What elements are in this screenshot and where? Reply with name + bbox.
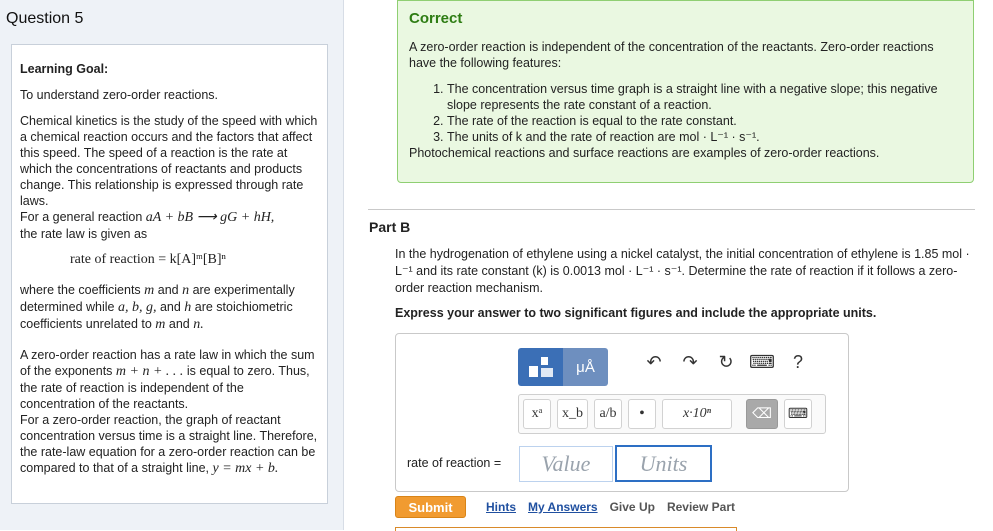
correct-title: Correct [409,10,463,27]
learning-goal-box [11,44,328,504]
feature-item: 1. The concentration versus time graph is a straight line with a negative slope; this negative slope represents the rate constant of a reaction. [447,81,962,113]
correct-text: A zero-order reaction is independent of the concentration of the reactants. Zero-order reactions have the following features: [409,40,934,70]
correct-feedback-box [397,0,974,183]
zero-text-3: For a zero-order reaction, the graph of reactant concentration versus time is a straight line. Therefore, the rate-law equation for a zero-order reaction can be compared to that of a straight line, [20,413,318,475]
scientific-notation-button[interactable]: x·10ⁿ [662,399,732,429]
and-1: and [154,283,183,297]
template-toolbar [518,348,608,386]
var-abg: a, b, g, [117,300,157,315]
review-part-link[interactable]: Review Part [666,500,735,514]
delete-icon[interactable]: ⌫ [746,399,778,429]
coefficients-text [20,282,320,333]
coeff-text-3: are stoichiometric coefficients unrelated to [20,300,293,331]
coeff-text-1: where the coefficients [20,283,145,297]
correct-footer: Photochemical reactions and surface reactions are examples of zero-order reactions. [409,146,880,160]
part-b-title: Part B [369,219,411,235]
value-input[interactable]: Value [519,446,613,482]
zero-order-graph-text [20,412,320,477]
line-equation: y = mx + b. [212,461,279,476]
action-toolbar [636,352,816,373]
template-button[interactable] [518,348,563,386]
subscript-button[interactable]: x_b [557,399,588,429]
units-button[interactable]: μÅ [563,348,608,386]
template-icon [528,356,554,378]
feature-item: 2. The rate of the reaction is equal to the rate constant. [447,113,962,129]
divider [368,209,975,210]
redo-icon[interactable]: ↷ [682,352,698,372]
submit-button[interactable]: Submit [395,496,466,518]
answer-box [395,333,849,492]
var-h: h [184,300,192,315]
general-suffix: the rate law is given as [20,227,148,241]
and-3: and [165,317,194,331]
reset-icon[interactable]: ↻ [718,352,734,372]
var-n2: n. [193,317,204,332]
give-up-link[interactable]: Give Up [609,500,655,514]
units-input[interactable]: Units [615,445,712,482]
part-b-instruction: Express your answer to two significant figures and include the appropriate units. [395,306,877,320]
zero-text-2: is equal to zero. Thus, the rate of reaction is independent of the concentration of the reactants. [20,364,310,411]
general-reaction [20,209,320,242]
action-links [486,500,735,514]
sum-expression: m + n + . . . [115,364,184,379]
help-icon[interactable]: ? [792,352,803,372]
learning-goal-title: Learning Goal: [20,62,109,76]
feature-item: 3. The units of k and the rate of reaction are mol · L⁻¹ · s⁻¹. [447,129,962,145]
left-panel [0,0,344,530]
hints-link[interactable]: Hints [486,500,516,514]
rate-law-formula: rate of reaction = k[A]ᵐ[B]ⁿ [70,252,226,267]
general-equation: aA + bB ⟶ gG + hH, [145,210,275,225]
var-m: m [144,283,155,298]
var-m2: m [155,317,166,332]
keyboard-icon[interactable]: ⌨ [749,352,775,372]
features-list [409,81,962,145]
var-n: n [182,283,190,298]
general-prefix: For a general reaction [20,210,146,224]
my-answers-link[interactable]: My Answers [528,500,598,514]
part-b-question: In the hydrogenation of ethylene using a nickel catalyst, the initial concentration of ethylene is 1.85 mol · L⁻¹ and its rate constant (k) is 0.0013 mol · L⁻¹ · s⁻¹. Determine the rate of reaction if it follows a zero-order reaction mechanism. [395,247,970,295]
keyboard-toggle-icon[interactable]: ⌨ [784,399,812,429]
coeff-text-2: are experimentally determined while [20,283,295,314]
fraction-button[interactable]: a/b [594,399,622,429]
and-2: and [156,300,185,314]
math-toolbar [518,394,826,434]
next-panel-edge [395,527,737,531]
kinetics-text: Chemical kinetics is the study of the speed with which a chemical reaction occurs and the factors that affect this speed. The speed of a reaction is the rate at which the concentrations of reactants and products change. This relationship is expressed through rate laws. [20,114,318,208]
dot-button[interactable]: • [628,399,656,429]
question-title: Question 5 [6,10,84,27]
answer-label: rate of reaction = [407,456,502,470]
zero-text-1: A zero-order reaction has a rate law in which the sum of the exponents [20,348,315,378]
undo-icon[interactable]: ↶ [646,352,662,372]
superscript-button[interactable]: xᵃ [523,399,551,429]
zero-order-text [20,347,320,412]
learning-goal-intro: To understand zero-order reactions. [20,88,219,102]
